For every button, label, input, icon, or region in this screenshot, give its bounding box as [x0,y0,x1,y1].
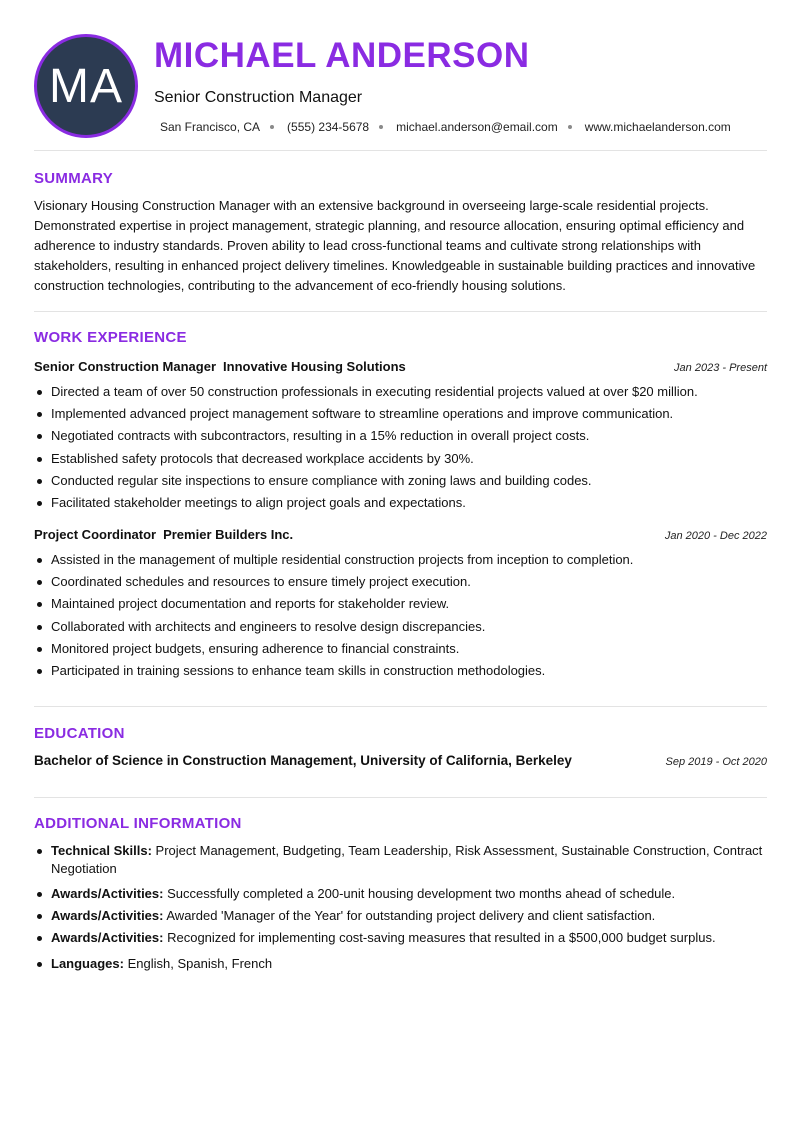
list-item: Collaborated with architects and engineers to resolve design discrepancies. [34,618,774,640]
list-item: Facilitated stakeholder meetings to align project goals and expectations. [34,494,774,516]
item-text: Successfully completed a 200-unit housing development two months ahead of schedule. [167,886,676,901]
avatar-initials: MA [49,59,123,113]
item-text: Recognized for implementing cost-saving measures that resulted in a $500,000 budget surplus. [167,930,716,945]
list-item [34,885,774,903]
experience-heading: WORK EXPERIENCE [34,329,187,346]
avatar [34,34,138,138]
list-item [34,929,774,947]
item-label: Awards/Activities: [51,908,164,923]
list-item [34,842,774,878]
contact-location: San Francisco, CA [160,120,261,134]
education-degree: Bachelor of Science in Construction Management, University of California, Berkeley [34,753,572,768]
contact-website[interactable]: www.michaelanderson.com [584,120,731,134]
item-text: Awarded 'Manager of the Year' for outstanding project delivery and client satisfaction. [166,908,656,923]
list-item: Directed a team of over 50 construction professionals in executing residential projects valued at over $20 million. [34,383,774,405]
contact-phone: (555) 234-5678 [287,120,370,134]
job-bullets [34,551,774,684]
list-item: Participated in training sessions to enhance team skills in construction methodologies. [34,662,774,684]
divider [34,797,767,798]
list-item [34,955,774,973]
list-item: Conducted regular site inspections to ensure compliance with zoning laws and building codes. [34,472,774,494]
list-item: Monitored project budgets, ensuring adherence to financial constraints. [34,640,774,662]
contact-line [160,120,731,134]
list-item: Coordinated schedules and resources to ensure timely project execution. [34,573,774,595]
job-title-company [34,359,406,374]
job-company: Innovative Housing Solutions [223,359,406,374]
additional-heading: ADDITIONAL INFORMATION [34,815,242,832]
divider [34,311,767,312]
list-item: Assisted in the management of multiple residential construction projects from inception to completion. [34,551,774,573]
education-dates: Sep 2019 - Oct 2020 [665,756,767,768]
education-entry [34,753,767,768]
additional-list [34,842,774,977]
list-item: Maintained project documentation and reports for stakeholder review. [34,595,774,617]
job-dates: Jan 2020 - Dec 2022 [664,530,767,542]
summary-heading: SUMMARY [34,170,114,187]
item-label: Awards/Activities: [51,930,164,945]
item-label: Technical Skills: [51,843,152,858]
education-heading: EDUCATION [34,725,125,742]
job-bullets [34,383,774,516]
divider [34,706,767,707]
separator-dot-icon [379,125,383,129]
list-item: Negotiated contracts with subcontractors, resulting in a 15% reduction in overall project costs. [34,427,774,449]
item-label: Awards/Activities: [51,886,164,901]
divider [34,150,767,151]
candidate-name: MICHAEL ANDERSON [154,36,530,75]
separator-dot-icon [270,125,274,129]
list-item: Implemented advanced project management software to streamline operations and improve communication. [34,405,774,427]
contact-email[interactable]: michael.anderson@email.com [396,120,558,134]
list-item: Established safety protocols that decreased workplace accidents by 30%. [34,450,774,472]
job-header [34,359,767,374]
job-header [34,527,767,542]
job-company: Premier Builders Inc. [163,527,294,542]
job-title-company [34,527,293,542]
candidate-title: Senior Construction Manager [154,89,363,106]
job-role: Senior Construction Manager [34,359,217,374]
separator-dot-icon [568,125,572,129]
list-item [34,907,774,925]
job-role: Project Coordinator [34,527,157,542]
summary-text: Visionary Housing Construction Manager with an extensive background in overseeing large-scale residential projects. Demonstrated expertise in project management, strategic planning, and resource allocation, ensuring optimal efficiency and adherence to industry standards. Proven ability to lead cross-functional teams and cultivate strong relationships with stakeholders, resulting in enhanced project delivery timelines. Knowledgeable in sustainable building practices and innovative construction technologies, contributing to the advancement of eco-friendly housing solutions. [34,198,756,293]
item-label: Languages: [51,956,124,971]
item-text: English, Spanish, French [127,956,273,971]
job-dates: Jan 2023 - Present [674,362,767,374]
item-text: Project Management, Budgeting, Team Leadership, Risk Assessment, Sustainable Construction, Contract Negotiation [51,843,763,876]
